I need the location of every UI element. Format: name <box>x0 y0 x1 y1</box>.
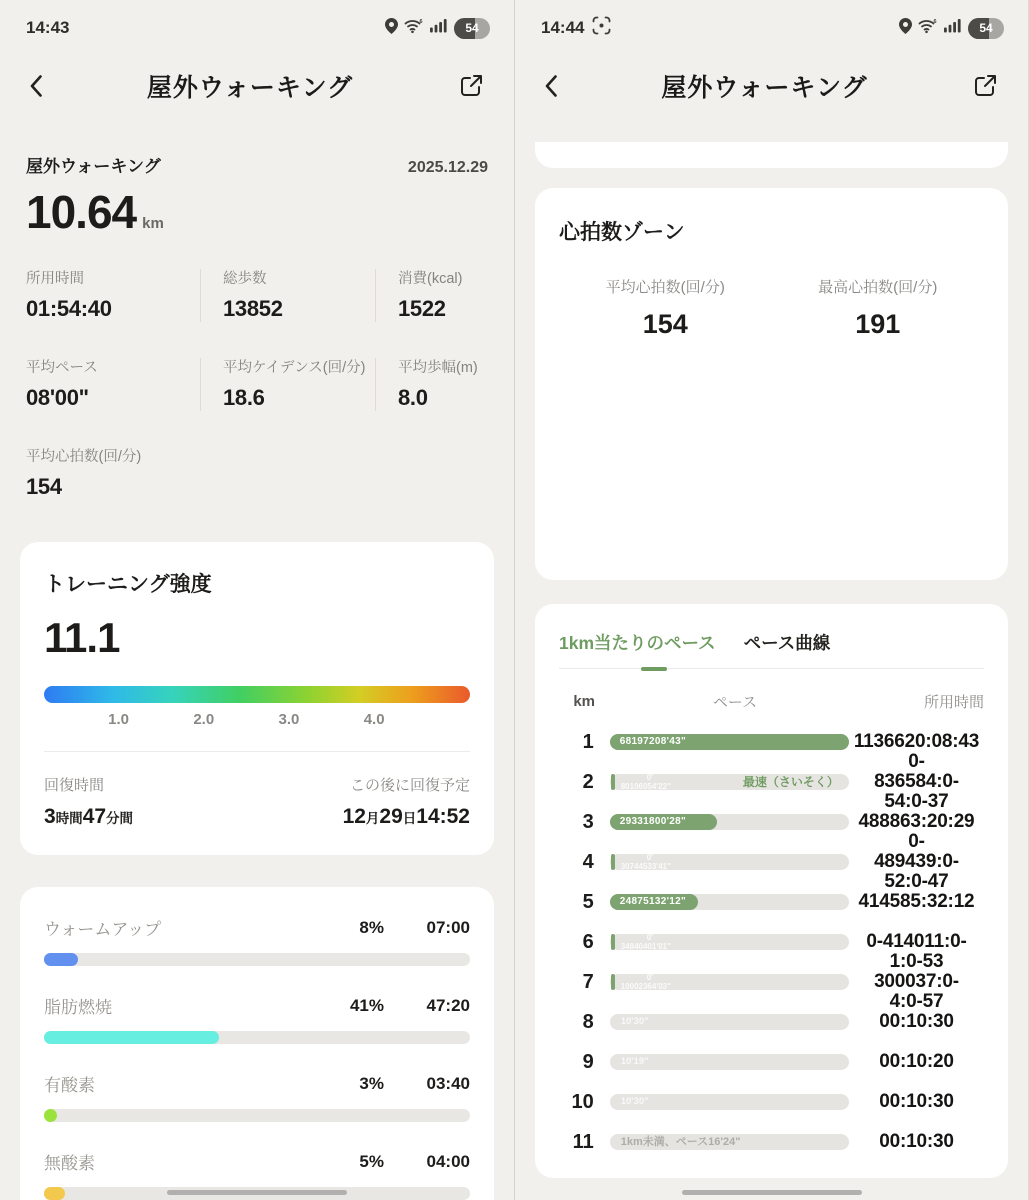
stat-value: 1522 <box>398 296 446 321</box>
recovery-time-label: 回復時間 <box>44 777 105 794</box>
zone-time: 03:40 <box>426 1073 470 1093</box>
pace-bar-track <box>610 814 849 830</box>
pace-row-duration: 1136620:08:43 0- <box>853 731 980 772</box>
svg-text:6: 6 <box>933 18 937 25</box>
share-button[interactable] <box>454 69 488 103</box>
stats-grid <box>0 269 514 500</box>
pace-row <box>559 922 984 972</box>
pace-row-km: 5 <box>582 890 594 913</box>
right-screen <box>514 0 1028 1200</box>
header-duration: 所用時間 <box>923 694 984 711</box>
svg-text:6: 6 <box>419 18 423 25</box>
location-icon <box>385 18 398 39</box>
battery-indicator <box>454 18 490 39</box>
location-icon <box>899 18 912 39</box>
status-icons <box>385 18 490 39</box>
training-intensity-card <box>20 542 494 855</box>
stat-avg-heart-rate <box>26 447 488 500</box>
value-segment: 12 <box>342 805 366 828</box>
heart-rate-zone-title: 心拍数ゾーン <box>559 221 685 244</box>
stat-value: 8.0 <box>398 385 428 410</box>
stat-label: 平均心拍数(回/分) <box>26 449 142 465</box>
pace-row-km: 11 <box>572 1130 594 1153</box>
stat-label: 平均ケイデンス(回/分) <box>223 360 366 376</box>
pace-bar-ghost-label: 0' 34840401'01" <box>620 933 671 951</box>
pace-row-duration: 00:10:30 <box>879 1011 954 1032</box>
pace-bar-fill <box>610 734 849 750</box>
pace-row-km: 2 <box>582 770 594 793</box>
stat-value: 01:54:40 <box>26 296 112 321</box>
pace-bar-ghost-label: 0' 80106054'22" <box>620 773 671 791</box>
pace-row <box>559 1122 984 1162</box>
value-segment: 47 <box>82 805 107 828</box>
workout-summary <box>0 152 514 239</box>
pace-row-duration: 00:10:20 <box>879 1051 954 1072</box>
pace-bar-track <box>610 974 849 990</box>
status-time: 14:43 <box>26 18 70 37</box>
recovery-time-value <box>44 805 133 829</box>
pace-bar-ghost-label: 0' 10002364'03" <box>620 973 671 991</box>
pace-bar-fill <box>611 934 615 950</box>
pace-bar-track <box>610 1134 849 1150</box>
pace-bar-ghost-label: 10'30" <box>620 1016 649 1027</box>
stat-label: 消費(kcal) <box>398 271 463 287</box>
page-title: 屋外ウォーキング <box>146 74 354 102</box>
pace-row <box>559 1042 984 1082</box>
zone-label: 脂肪燃焼 <box>44 998 112 1017</box>
pace-bar-label: 1km未満、ペース16'24" <box>620 1136 741 1148</box>
intensity-gradient-bar <box>44 686 470 703</box>
pace-row-km: 4 <box>582 850 594 873</box>
pace-row-duration: 836584:0- 54:0-37 <box>874 771 959 812</box>
pace-bar-fill <box>610 894 699 910</box>
status-icons <box>899 18 1004 39</box>
recovery-eta-label: この後に回復予定 <box>349 777 470 794</box>
pace-row-duration: 0-414011:0- 1:0-53 <box>866 931 967 972</box>
pace-bar-ghost-label: 0' 30744533'41" <box>620 853 671 871</box>
stat-value: 18.6 <box>223 385 265 410</box>
fastest-badge: 最速（さいそく） <box>742 775 839 789</box>
pace-bar-fill <box>610 814 718 830</box>
pace-row <box>559 722 984 772</box>
stat-total-steps <box>200 269 375 322</box>
active-tab-indicator <box>641 667 667 671</box>
pace-row-km: 1 <box>582 730 594 753</box>
zone-label: ウォームアップ <box>44 920 162 939</box>
zone-row <box>44 915 470 966</box>
battery-indicator <box>968 18 1004 39</box>
zone-percent: 8% <box>359 917 384 937</box>
stat-value: 154 <box>26 474 62 499</box>
intensity-tick: 3.0 <box>278 711 300 728</box>
zone-bar-fill <box>44 1187 65 1200</box>
tab-pace-per-km[interactable]: 1km当たりのペース <box>559 633 716 653</box>
recovery-eta-value <box>343 805 470 829</box>
stat-label: 総歩数 <box>223 271 267 287</box>
tab-pace-curve[interactable]: ペース曲線 <box>743 633 831 653</box>
left-screen <box>0 0 514 1200</box>
stat-avg-stride <box>375 358 488 411</box>
value-segment: 14:52 <box>416 805 470 828</box>
header-km: km <box>573 693 595 710</box>
stat-label: 所用時間 <box>26 271 84 287</box>
zone-bar-track <box>44 953 470 966</box>
zone-bar-track <box>44 1031 470 1044</box>
value-segment: 分間 <box>106 811 134 826</box>
pace-row-km: 3 <box>582 810 594 833</box>
pace-bar-label: 29331800'28" <box>619 816 687 827</box>
avg-heart-rate-label: 平均心拍数(回/分) <box>605 279 725 296</box>
intensity-tick: 1.0 <box>108 711 129 728</box>
stat-duration <box>26 269 200 322</box>
back-button[interactable] <box>541 71 561 101</box>
intensity-value: 11.1 <box>44 614 120 661</box>
zone-time: 47:20 <box>426 995 470 1015</box>
wifi-icon <box>404 18 424 39</box>
back-button[interactable] <box>26 71 46 101</box>
pace-bar-label: 24875132'12" <box>619 896 687 907</box>
home-indicator[interactable] <box>167 1190 347 1195</box>
nav-bar <box>515 54 1028 118</box>
pace-bar-track <box>610 1054 849 1070</box>
max-heart-rate-label: 最高心拍数(回/分) <box>818 279 938 296</box>
max-heart-rate-value: 191 <box>855 309 901 339</box>
zone-row <box>44 993 470 1044</box>
pace-row-duration: 489439:0- 52:0-47 <box>874 851 959 892</box>
home-indicator[interactable] <box>682 1190 862 1195</box>
value-segment: 月 <box>365 811 380 826</box>
zone-percent: 3% <box>359 1073 384 1093</box>
pace-card <box>535 604 1008 1178</box>
pace-bar-fill <box>611 774 615 790</box>
pace-row-km: 8 <box>582 1010 594 1033</box>
wifi-icon <box>918 18 938 39</box>
pace-bar-track <box>610 854 849 870</box>
tab-divider <box>559 668 984 669</box>
intensity-tick: 2.0 <box>193 711 215 728</box>
share-button[interactable] <box>968 69 1002 103</box>
pace-bar-track <box>610 774 849 790</box>
value-segment: 29 <box>379 805 403 828</box>
status-bar <box>0 0 514 46</box>
stat-avg-cadence <box>200 358 375 411</box>
zone-bar-track <box>44 1109 470 1122</box>
status-time: 14:44 <box>541 18 585 37</box>
pace-row <box>559 1082 984 1122</box>
heart-rate-zone-card <box>535 188 1008 580</box>
pace-table-body <box>559 722 984 1162</box>
pace-bar-fill <box>611 974 615 990</box>
workout-date: 2025.12.29 <box>407 159 488 176</box>
zone-percent: 41% <box>349 995 384 1015</box>
stat-calories <box>375 269 488 322</box>
zone-percent: 5% <box>359 1151 384 1171</box>
nav-bar <box>0 54 514 118</box>
workout-type-label: 屋外ウォーキング <box>26 157 161 176</box>
pace-tabs <box>559 630 984 655</box>
cellular-signal-icon <box>944 18 962 38</box>
zone-bar-fill <box>44 1031 219 1044</box>
stat-value: 13852 <box>223 296 283 321</box>
intensity-tick: 4.0 <box>363 711 385 728</box>
pace-bar-track <box>610 1014 849 1030</box>
divider <box>44 751 470 752</box>
page-title: 屋外ウォーキング <box>661 74 868 102</box>
zone-time: 04:00 <box>426 1151 470 1171</box>
value-segment: 時間 <box>55 811 83 826</box>
stat-label: 平均歩幅(m) <box>398 360 478 376</box>
stat-label: 平均ペース <box>26 360 98 376</box>
header-pace: ペース <box>712 694 758 711</box>
pace-bar-ghost-label: 10'19" <box>620 1056 649 1067</box>
pace-row-km: 6 <box>582 930 594 953</box>
pace-bar-ghost-label: 10'30" <box>620 1096 649 1107</box>
pace-row-km: 9 <box>582 1050 594 1073</box>
pace-row-km: 7 <box>582 970 594 993</box>
pace-bar-track <box>610 934 849 950</box>
heart-rate-zones-card <box>20 887 494 1200</box>
pace-row-duration: 488863:20:29 0- <box>858 811 975 852</box>
distance-value: 10.64 <box>26 186 137 238</box>
zone-label: 有酸素 <box>44 1076 95 1095</box>
zone-bar-fill <box>44 1109 57 1122</box>
zone-time: 07:00 <box>426 917 470 937</box>
pace-row-km: 10 <box>571 1090 594 1113</box>
cellular-signal-icon <box>430 18 448 38</box>
zone-row <box>44 1071 470 1122</box>
stat-avg-pace <box>26 358 200 411</box>
zone-bar-fill <box>44 953 78 966</box>
value-segment: 日 <box>402 811 417 826</box>
pace-bar-fill <box>611 854 615 870</box>
pace-row-duration: 414585:32:12 <box>858 891 975 912</box>
intensity-title: トレーニング強度 <box>44 573 212 596</box>
battery-percent: 54 <box>465 21 479 35</box>
pace-row-duration: 300037:0- 4:0-57 <box>874 971 959 1012</box>
pace-row-duration: 00:10:30 <box>879 1131 954 1152</box>
value-segment: 3 <box>44 805 56 828</box>
pace-bar-track <box>610 734 849 750</box>
stat-value: 08'00" <box>26 385 89 410</box>
pace-table-header <box>559 691 984 712</box>
pace-bar-track <box>610 1094 849 1110</box>
pace-row-duration: 00:10:30 <box>879 1091 954 1112</box>
pace-bar-track <box>610 894 849 910</box>
zone-label: 無酸素 <box>44 1154 95 1173</box>
screen-capture-icon <box>592 16 611 40</box>
pace-bar-label: 68197208'43" <box>619 736 687 747</box>
status-bar <box>515 0 1028 46</box>
distance-unit: km <box>142 215 164 232</box>
avg-heart-rate-value: 154 <box>642 309 688 339</box>
battery-percent: 54 <box>979 21 993 35</box>
intensity-scale <box>44 711 470 733</box>
previous-card-bottom <box>535 142 1008 168</box>
